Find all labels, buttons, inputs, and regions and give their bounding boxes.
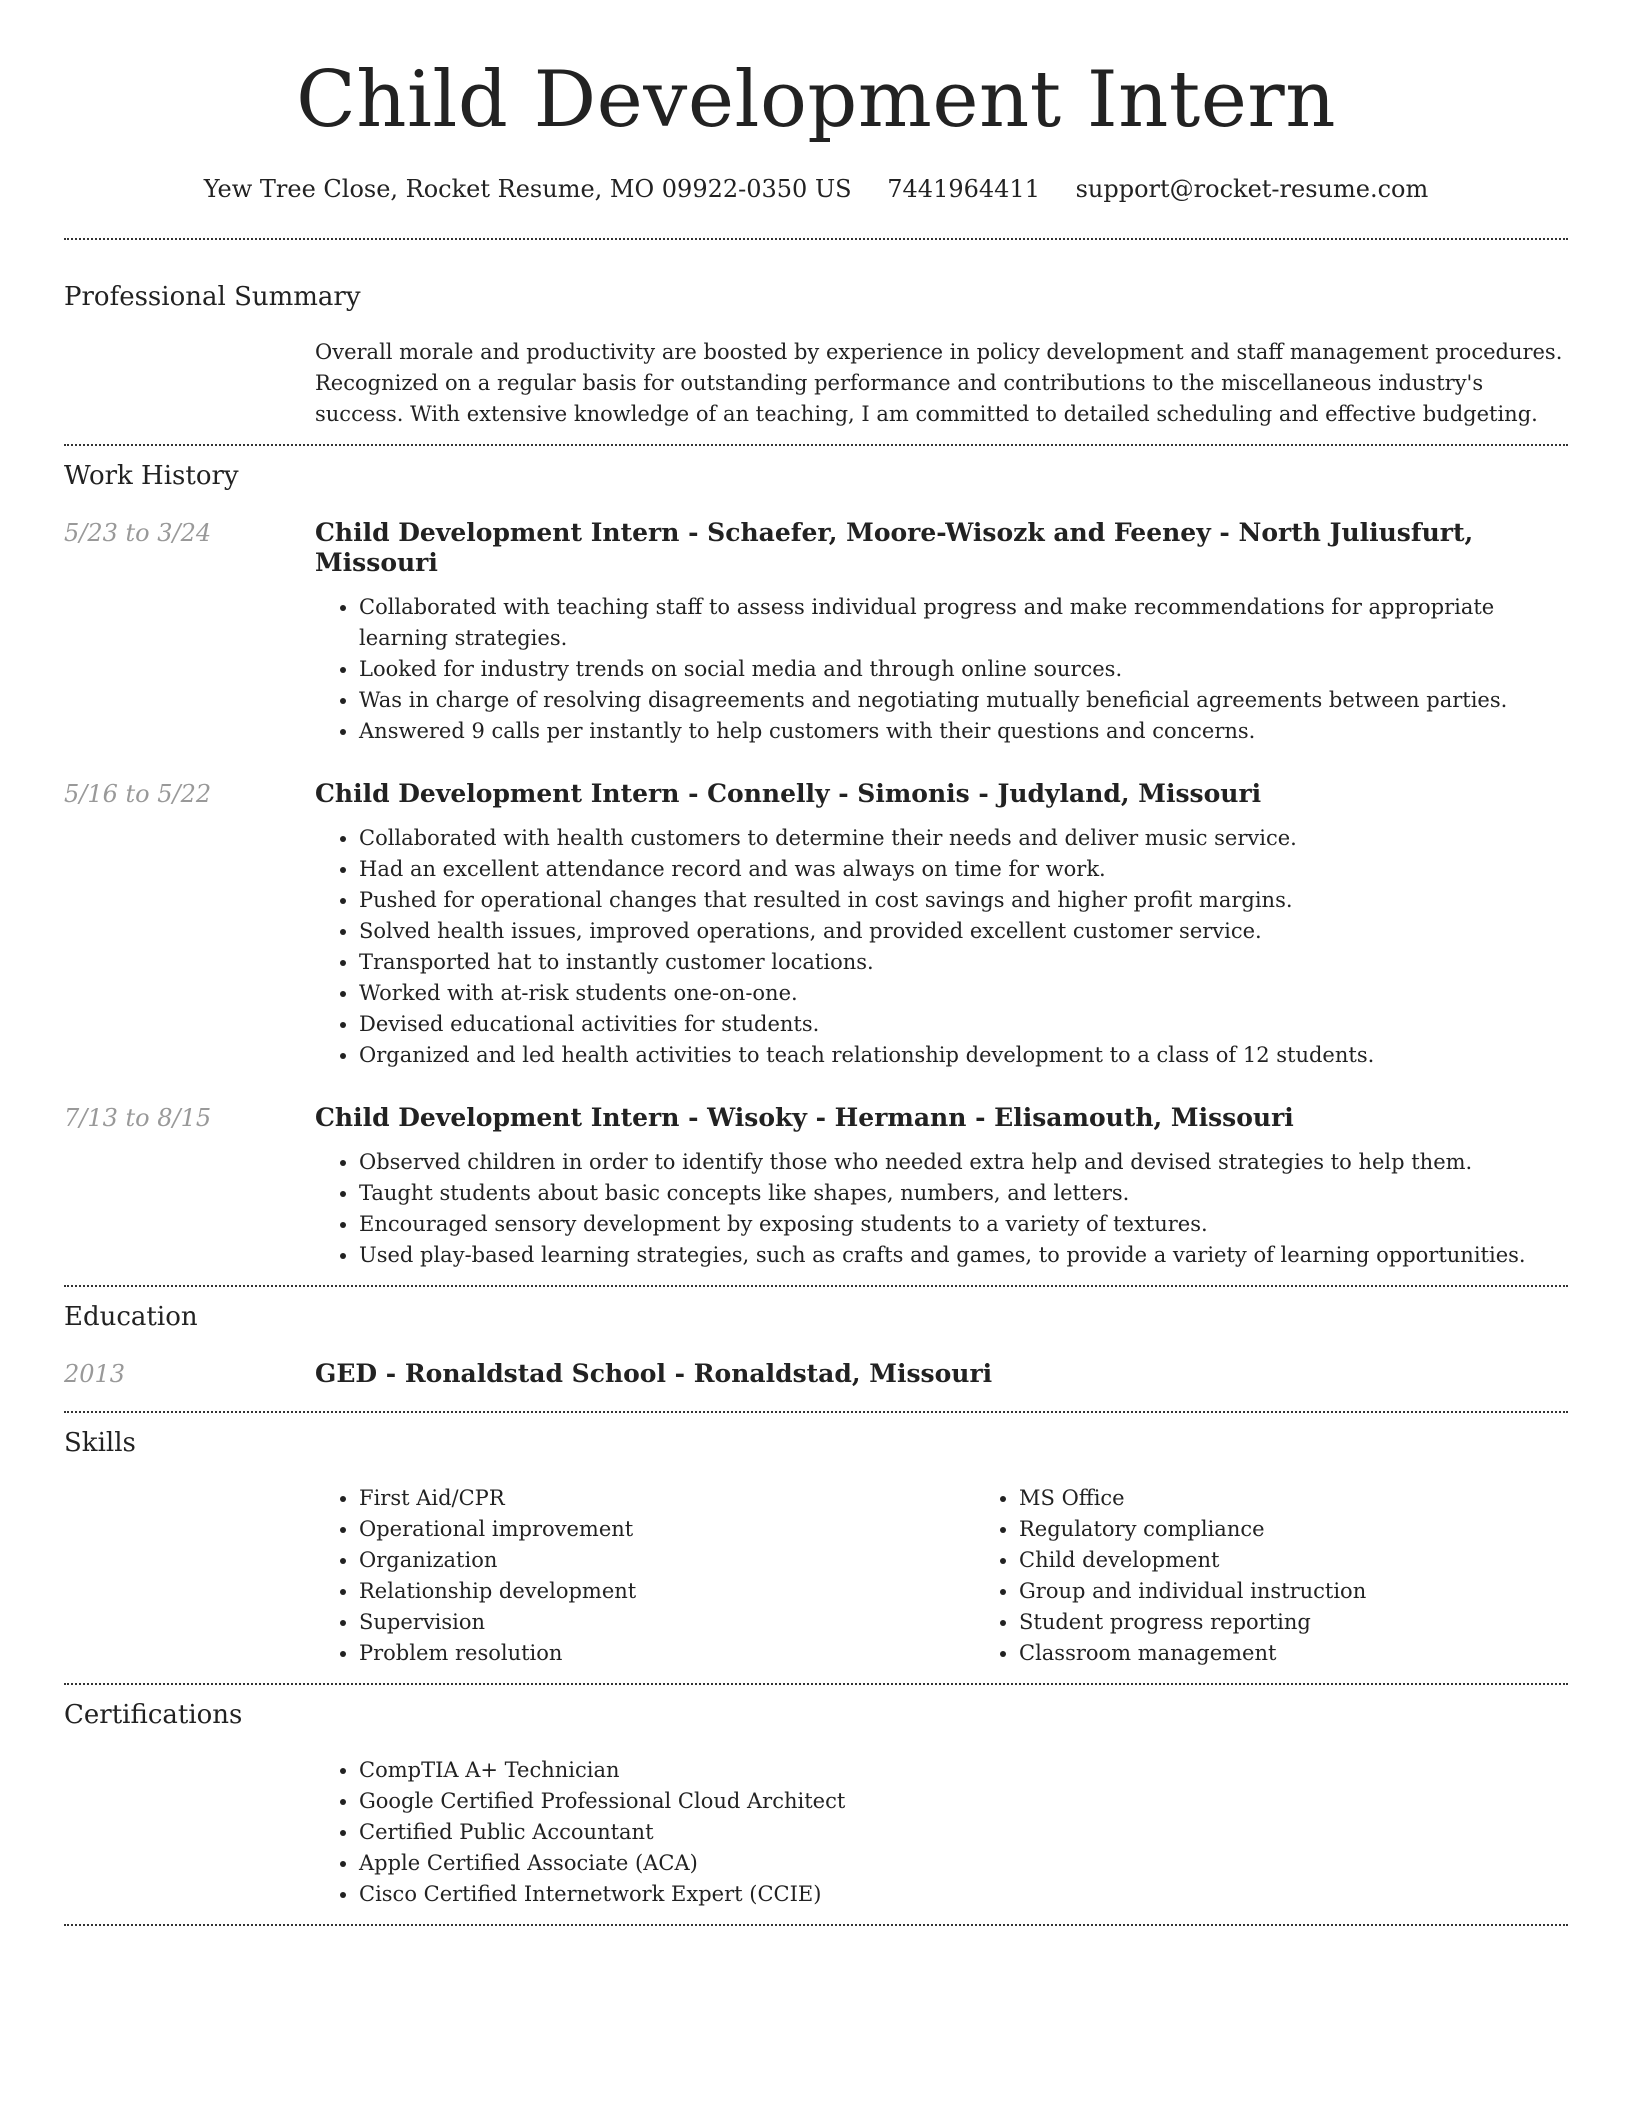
job-entry — [64, 779, 1568, 1071]
job-title: Child Development Intern - Schaefer, Moore-Wisozk and Feeney - North Juliusfurt, Missouri — [315, 518, 1474, 577]
contact-phone: 7441964411 — [887, 175, 1040, 203]
work-history-heading: Work History — [64, 461, 239, 491]
summary-text: Overall morale and productivity are boosted by experience in policy development and staff management procedures. Recognized on a regular basis for outstanding performance and contributions to the miscellaneous industry's success. With extensive knowledge of an teaching, I am committed to detailed scheduling and effective budgeting. — [315, 340, 1563, 426]
skills-columns — [315, 1483, 1632, 1669]
list-item: • Operational improvement — [359, 1514, 975, 1545]
list-item: • Child development — [1019, 1545, 1632, 1576]
section-divider — [64, 1411, 1568, 1413]
list-item: • Problem resolution — [359, 1638, 975, 1669]
job-date: 5/23 to 3/24 — [64, 519, 212, 547]
job-bullets — [315, 823, 1568, 1071]
section-divider — [64, 1924, 1568, 1926]
section-divider — [64, 1285, 1568, 1287]
list-item: • Cisco Certified Internetwork Expert (CCIE) — [359, 1879, 1568, 1910]
education-title: GED - Ronaldstad School - Ronaldstad, Missouri — [315, 1359, 993, 1388]
list-item: • Organization — [359, 1545, 975, 1576]
summary-heading: Professional Summary — [64, 282, 361, 312]
list-item: • Google Certified Professional Cloud Architect — [359, 1786, 1568, 1817]
skills-row — [64, 1483, 1568, 1669]
list-item: • MS Office — [1019, 1483, 1632, 1514]
list-item: • Looked for industry trends on social media and through online sources. — [359, 654, 1568, 685]
list-item: • Transported hat to instantly customer locations. — [359, 947, 1568, 978]
list-item: • First Aid/CPR — [359, 1483, 975, 1514]
list-item: • Answered 9 calls per instantly to help customers with their questions and concerns. — [359, 716, 1568, 747]
list-item: • Group and individual instruction — [1019, 1576, 1632, 1607]
education-heading: Education — [64, 1302, 198, 1332]
certifications-row — [64, 1755, 1568, 1910]
education-entry — [64, 1359, 1568, 1389]
list-item: • Collaborated with health customers to determine their needs and deliver music service. — [359, 823, 1568, 854]
contact-address: Yew Tree Close, Rocket Resume, MO 09922-0350 US — [203, 175, 852, 203]
contact-email: support@rocket-resume.com — [1075, 175, 1429, 203]
skills-heading: Skills — [64, 1428, 136, 1458]
list-item: • Apple Certified Associate (ACA) — [359, 1848, 1568, 1879]
list-item: • Regulatory compliance — [1019, 1514, 1632, 1545]
section-divider — [64, 238, 1568, 240]
job-bullets — [315, 1147, 1568, 1271]
list-item: • Was in charge of resolving disagreements and negotiating mutually beneficial agreements between parties. — [359, 685, 1568, 716]
list-item: • Encouraged sensory development by exposing students to a variety of textures. — [359, 1209, 1568, 1240]
list-item: • Had an excellent attendance record and was always on time for work. — [359, 854, 1568, 885]
job-entry — [64, 1103, 1568, 1271]
certifications-list — [315, 1755, 1568, 1910]
summary-row — [64, 337, 1568, 430]
list-item: • Certified Public Accountant — [359, 1817, 1568, 1848]
job-title: Child Development Intern - Connelly - Simonis - Judyland, Missouri — [315, 779, 1262, 808]
job-title: Child Development Intern - Wisoky - Hermann - Elisamouth, Missouri — [315, 1103, 1294, 1132]
list-item: • Worked with at-risk students one-on-one. — [359, 978, 1568, 1009]
section-divider — [64, 444, 1568, 446]
list-item: • Taught students about basic concepts like shapes, numbers, and letters. — [359, 1178, 1568, 1209]
section-divider — [64, 1683, 1568, 1685]
job-bullets — [315, 592, 1568, 747]
job-date: 7/13 to 8/15 — [64, 1104, 212, 1132]
list-item: • Observed children in order to identify those who needed extra help and devised strategies to help them. — [359, 1147, 1568, 1178]
skills-list-right — [975, 1483, 1632, 1669]
candidate-name: Child Development Intern — [296, 55, 1336, 145]
contact-info — [64, 174, 1568, 204]
list-item: • Organized and led health activities to teach relationship development to a class of 12 students. — [359, 1040, 1568, 1071]
certifications-heading: Certifications — [64, 1700, 243, 1730]
list-item: • Student progress reporting — [1019, 1607, 1632, 1638]
job-date: 5/16 to 5/22 — [64, 780, 212, 808]
list-item: • Supervision — [359, 1607, 975, 1638]
list-item: • Devised educational activities for students. — [359, 1009, 1568, 1040]
list-item: • CompTIA A+ Technician — [359, 1755, 1568, 1786]
list-item: • Collaborated with teaching staff to assess individual progress and make recommendations for appropriate learning strategies. — [359, 592, 1568, 654]
list-item: • Classroom management — [1019, 1638, 1632, 1669]
list-item: • Used play-based learning strategies, such as crafts and games, to provide a variety of learning opportunities. — [359, 1240, 1568, 1271]
skills-list-left — [315, 1483, 975, 1669]
job-entry — [64, 518, 1568, 747]
education-date: 2013 — [64, 1360, 126, 1388]
list-item: • Relationship development — [359, 1576, 975, 1607]
list-item: • Solved health issues, improved operations, and provided excellent customer service. — [359, 916, 1568, 947]
list-item: • Pushed for operational changes that resulted in cost savings and higher profit margins. — [359, 885, 1568, 916]
